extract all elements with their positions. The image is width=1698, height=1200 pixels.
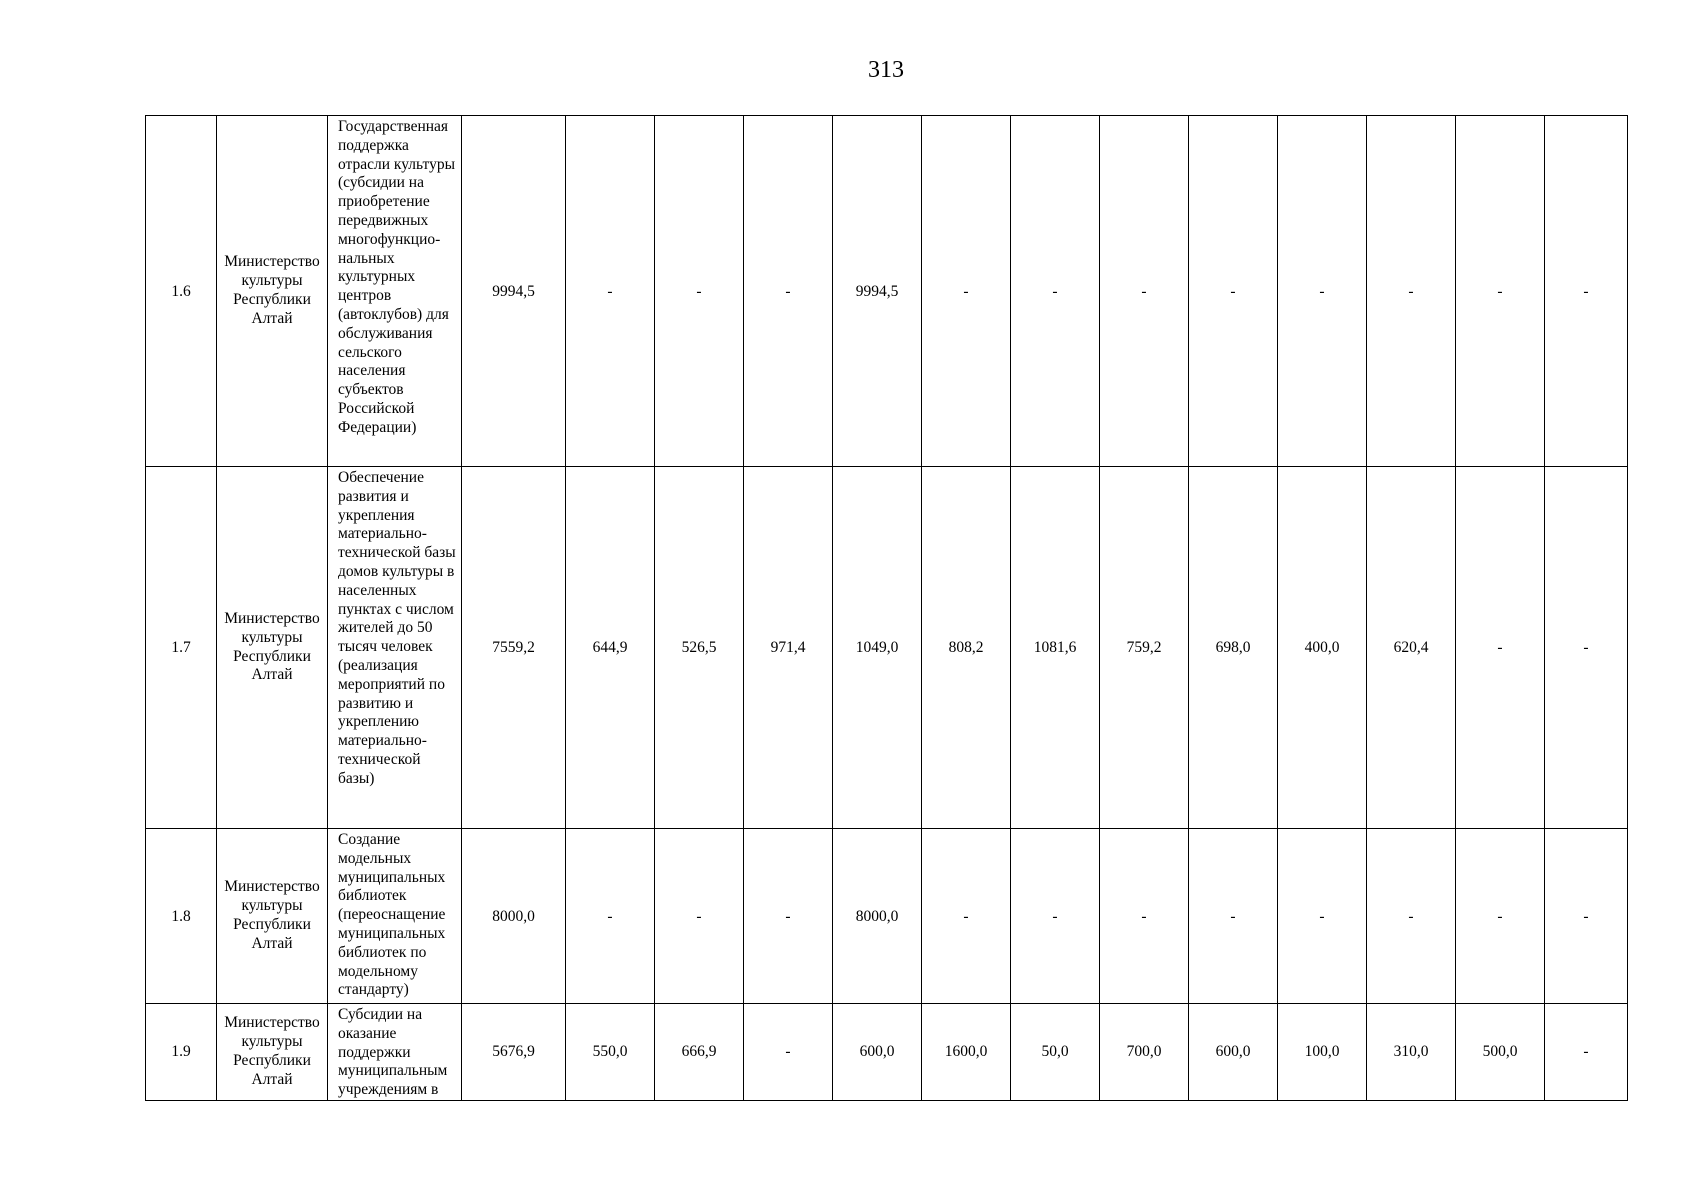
value-cell: - bbox=[1545, 829, 1628, 1004]
value-cell: 100,0 bbox=[1278, 1004, 1367, 1101]
value-cell: - bbox=[744, 116, 833, 467]
value-cell: 971,4 bbox=[744, 467, 833, 829]
row-number: 1.8 bbox=[146, 829, 217, 1004]
value-cell: 8000,0 bbox=[462, 829, 566, 1004]
value-cell: - bbox=[1367, 829, 1456, 1004]
value-cell: 500,0 bbox=[1456, 1004, 1545, 1101]
value-cell: 1600,0 bbox=[922, 1004, 1011, 1101]
value-cell: - bbox=[1545, 1004, 1628, 1101]
value-cell: - bbox=[655, 829, 744, 1004]
description-cell: Обеспечение развития и укрепления материально-технической базы домов культуры в населенных пунктах с числом жителей до 50 тысяч человек (реализация мероприятий по развитию и укреплению материально-технической базы) bbox=[328, 467, 462, 829]
value-cell: 7559,2 bbox=[462, 467, 566, 829]
table-row bbox=[146, 829, 1628, 1004]
page-number: 313 bbox=[868, 57, 904, 83]
organization-cell: Министерство культуры Республики Алтай bbox=[217, 1004, 328, 1101]
value-cell: 600,0 bbox=[833, 1004, 922, 1101]
value-cell: 1049,0 bbox=[833, 467, 922, 829]
value-cell: - bbox=[1100, 829, 1189, 1004]
organization-cell: Министерство культуры Республики Алтай bbox=[217, 116, 328, 467]
value-cell: - bbox=[1189, 116, 1278, 467]
value-cell: - bbox=[566, 829, 655, 1004]
value-cell: 759,2 bbox=[1100, 467, 1189, 829]
value-cell: 644,9 bbox=[566, 467, 655, 829]
value-cell: 808,2 bbox=[922, 467, 1011, 829]
table-row bbox=[146, 1004, 1628, 1101]
value-cell: 9994,5 bbox=[462, 116, 566, 467]
value-cell: - bbox=[922, 829, 1011, 1004]
budget-table bbox=[145, 115, 1628, 1101]
value-cell: 310,0 bbox=[1367, 1004, 1456, 1101]
table-row bbox=[146, 467, 1628, 829]
value-cell: 620,4 bbox=[1367, 467, 1456, 829]
value-cell: - bbox=[1456, 467, 1545, 829]
row-number: 1.7 bbox=[146, 467, 217, 829]
value-cell: - bbox=[1367, 116, 1456, 467]
table-row bbox=[146, 116, 1628, 467]
table-body bbox=[146, 116, 1628, 1101]
description-cell: Государственная поддержка отрасли культуры (субсидии на приобретение передвижных многофункцио-нальных культурных центров (автоклубов) для обслуживания сельского населения субъектов Российской Федерации) bbox=[328, 116, 462, 467]
value-cell: 666,9 bbox=[655, 1004, 744, 1101]
value-cell: - bbox=[1011, 116, 1100, 467]
value-cell: - bbox=[1189, 829, 1278, 1004]
value-cell: - bbox=[655, 116, 744, 467]
row-number: 1.6 bbox=[146, 116, 217, 467]
description-cell: Создание модельных муниципальных библиотек (переоснащение муниципальных библиотек по модельному стандарту) bbox=[328, 829, 462, 1004]
row-number: 1.9 bbox=[146, 1004, 217, 1101]
value-cell: - bbox=[1456, 116, 1545, 467]
value-cell: 400,0 bbox=[1278, 467, 1367, 829]
description-cell: Субсидии на оказание поддержки муниципальным учреждениям в bbox=[328, 1004, 462, 1101]
value-cell: 50,0 bbox=[1011, 1004, 1100, 1101]
value-cell: 550,0 bbox=[566, 1004, 655, 1101]
value-cell: - bbox=[744, 829, 833, 1004]
value-cell: 9994,5 bbox=[833, 116, 922, 467]
value-cell: - bbox=[1545, 467, 1628, 829]
value-cell: 1081,6 bbox=[1011, 467, 1100, 829]
value-cell: - bbox=[1011, 829, 1100, 1004]
value-cell: - bbox=[1545, 116, 1628, 467]
value-cell: - bbox=[1456, 829, 1545, 1004]
value-cell: 600,0 bbox=[1189, 1004, 1278, 1101]
organization-cell: Министерство культуры Республики Алтай bbox=[217, 829, 328, 1004]
value-cell: - bbox=[922, 116, 1011, 467]
value-cell: 8000,0 bbox=[833, 829, 922, 1004]
value-cell: 700,0 bbox=[1100, 1004, 1189, 1101]
value-cell: - bbox=[566, 116, 655, 467]
value-cell: - bbox=[1278, 116, 1367, 467]
value-cell: - bbox=[1100, 116, 1189, 467]
value-cell: - bbox=[744, 1004, 833, 1101]
value-cell: - bbox=[1278, 829, 1367, 1004]
organization-cell: Министерство культуры Республики Алтай bbox=[217, 467, 328, 829]
value-cell: 5676,9 bbox=[462, 1004, 566, 1101]
value-cell: 698,0 bbox=[1189, 467, 1278, 829]
value-cell: 526,5 bbox=[655, 467, 744, 829]
